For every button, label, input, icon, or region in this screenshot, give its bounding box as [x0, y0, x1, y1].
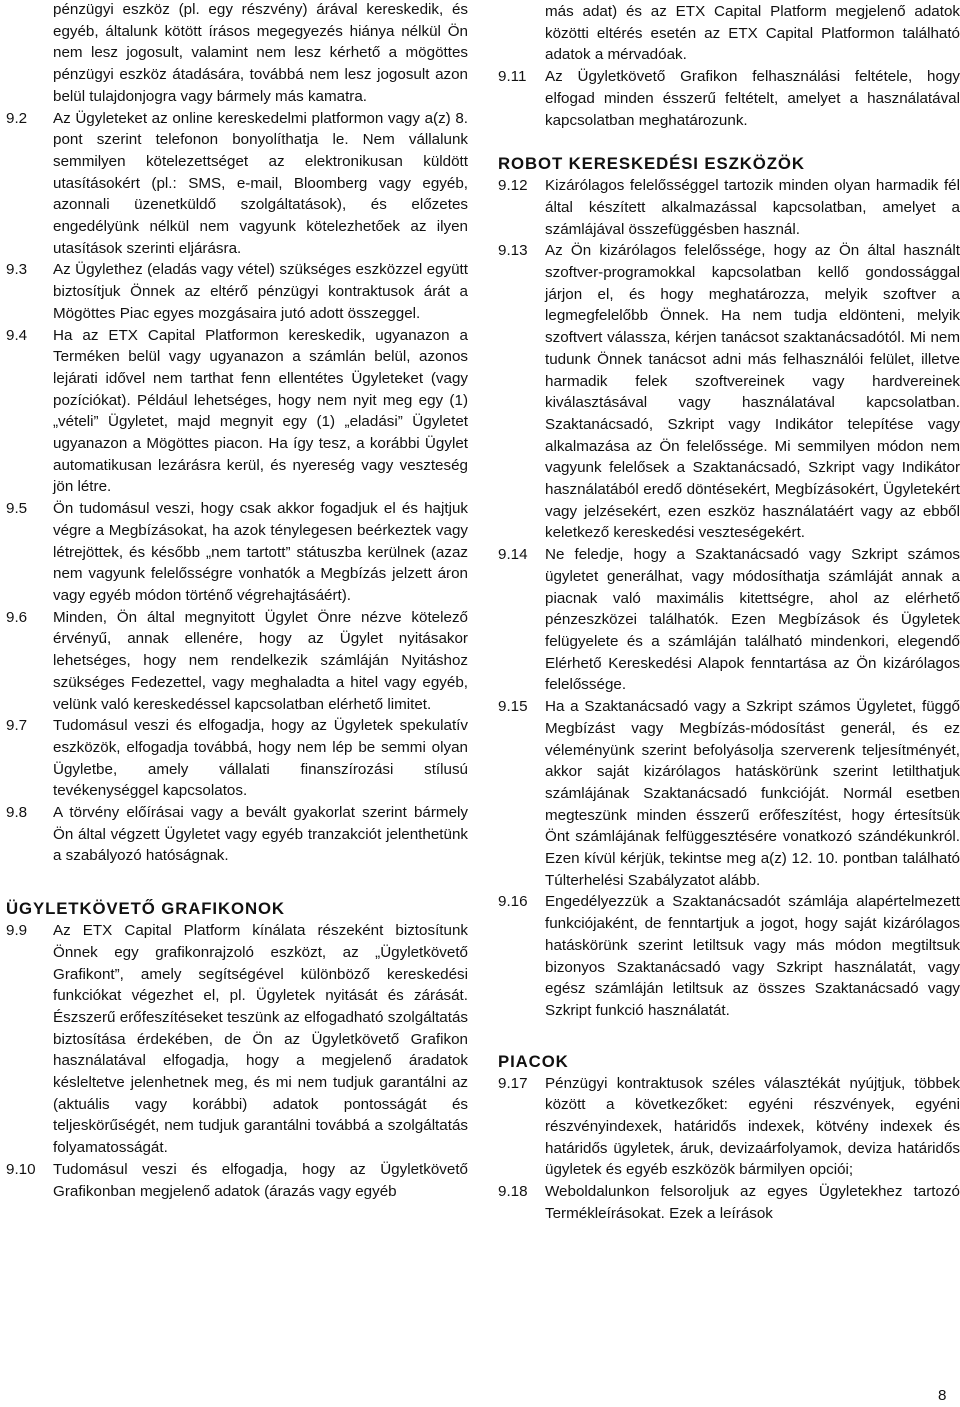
clause-9-9	[6, 920, 468, 1159]
clause-number: 9.13	[498, 242, 528, 260]
clause-text: Az Ügylethez (eladás vagy vétel) szükséges eszközzel együtt biztosítjuk Önnek az eltérő pénzügyi kontraktusok árát a Mögöttes Piac egyes mozgásaira jutó adott összeggel.	[53, 261, 468, 322]
clause-text: Tudomásul veszi és elfogadja, hogy az Ügyletek spekulatív eszközök, elfogadja továbbá, hogy nem lép be semmi olyan Ügyletbe, amely vállalati finanszírozási stílusú tevékenységgel kapcsolatos.	[53, 717, 468, 800]
clause-text: Minden, Ön által megnyitott Ügylet Önre nézve kötelező érvényű, annak ellenére, hogy az Ügylet nyitásakor lehetséges, hogy nem rendelkezik számláján Nyitáshoz szükséges Fedezettel, vagy meghaladta a hitel vagy egyéb, velünk való kereskedéssel kapcsolatban elérhető limitet.	[53, 608, 468, 713]
clause-number: 9.6	[6, 608, 28, 626]
clause-9-8	[6, 802, 468, 867]
clause-9-18	[498, 1181, 960, 1224]
clause-text: Ne feledje, hogy a Szaktanácsadó vagy Szkript számos ügyletet generálhat, vagy módosíthatja számláját annak a piacnak való maximális kitettségre, ahol az elérhető pénzeszközei találhatók. Ezen Megbízások és Ügyletek felügyelete és a számláján található mindenkori, elegendő Elérhető Kereskedési Alapok fenntartása az Ön kizárólagos felelőssége.	[545, 546, 960, 694]
clause-9-2	[6, 108, 468, 260]
clause-text: Engedélyezzük a Szaktanácsadót számlája alapértelmezett funkciójaként, de fenntartjuk a jogot, hogy saját kizárólagos hatáskörünk szerint letiltsuk vagy más módon megtiltsuk bizonyos Szaktanácsadó vagy Szkript használatát, vagy egész számláján letiltsuk az összes Szaktanácsadó vagy Szkript funkció használatát.	[545, 893, 960, 1019]
clause-9-16	[498, 891, 960, 1021]
clause-number: 9.9	[6, 922, 28, 940]
clause-text: Pénzügyi kontraktusok széles választékát nyújtjuk, többek között a következőket: egyéni részvények, egyéni részvényindexek, határidős indexek, kötvény indexek és határidős ügyletek, áruk, devizaárfolyamok, deviza határidős ügyletek és egyéb eszközök bármilyen opciói;	[545, 1074, 960, 1179]
right-continuation-paragraph: más adat) és az ETX Capital Platform megjelenő adatok közötti eltérés esetén az ETX Capital Platformon található adatok a mérvadóak.	[545, 3, 960, 64]
clause-9-10	[6, 1159, 468, 1202]
clause-number: 9.10	[6, 1160, 36, 1178]
clause-number: 9.16	[498, 893, 528, 911]
clause-9-3	[6, 259, 468, 324]
clause-text: Ha az ETX Capital Platformon kereskedik, ugyanazon a Terméken belül vagy ugyanazon a számlán belül, azonos lejárati idővel nem tarthat fenn ellentétes Ügyleteket (vagy pozíciókat). Például lehetséges, hogy nem nyit meg egy (1) „vételi” Ügyletet, majd megnyit egy (1) „eladási” Ügyletet ugyanazon a Mögöttes piacon. Ha így tesz, a korábbi Ügylet automatikusan lezárásra kerül, és nyereség vagy veszteség jön létre.	[53, 326, 468, 496]
clause-text: Az Ügyletkövető Grafikon felhasználási feltétele, hogy elfogad minden ésszerű feltételt, amelyet a használatával kapcsolatban meghatározunk.	[545, 68, 960, 129]
section-heading-trade-charts: ÜGYLETKÖVETŐ GRAFIKONOK	[6, 899, 285, 919]
clause-text: Tudomásul veszi és elfogadja, hogy az Ügyletkövető Grafikonban megjelenő adatok (árazás vagy egyéb	[53, 1160, 468, 1200]
clause-text: Ön tudomásul veszi, hogy csak akkor fogadjuk el és hajtjuk végre a Megbízásokat, ha azok ténylegesen beérkeztek vagy létrejöttek, és később „nem tartott” státuszba kerülnek (azaz nem vagyunk felelősségre vonhatók a Megbízás jelzett áron vagy egyéb módon történő végrehajtásáért).	[53, 500, 468, 604]
page-number: 8	[938, 1387, 947, 1404]
clause-text: Az Ügyleteket az online kereskedelmi platformon vagy a(z) 8. pont szerint telefonon bonyolíthatja le. Nem vállalunk semmilyen kötelezettséget az elektronikusan küldött utasításokért (pl.: SMS, e-mail, Bloomberg vagy egyéb, azonnali üzenetküldő szolgáltatások), és előzetes engedélyünk nélkül nem vagyunk kötelezhetőek az ilyen utasítások szerinti eljárásra.	[53, 109, 468, 257]
clause-text: Ha a Szaktanácsadó vagy a Szkript számos Ügyletet, függő Megbízást vagy Megbízás-módosítást generál, és ez véleményünk szerint befolyásolja szerverenk teljesítményét, akkor saját kizárólagos hatáskörünk szerint letilthatjuk számlájának Szaktanácsadó funkcióját. Normál esetben megteszünk minden ésszerű erőfeszítést, hogy értesítsük Önt számlájának felfüggesztésére vonatkozó szándékunkról. Ezen kívül kérjük, tekintse meg a(z) 12. 10. pontban található Túlterhelési Szabályzatot alább.	[545, 698, 960, 889]
right-column	[498, 1, 960, 1225]
clause-9-13	[498, 240, 960, 544]
clause-9-15	[498, 696, 960, 891]
clause-number: 9.14	[498, 546, 528, 564]
clause-number: 9.3	[6, 261, 28, 279]
clause-9-17	[498, 1073, 960, 1182]
clause-text: Kizárólagos felelősséggel tartozik minden olyan harmadik fél által készített alkalmazással kapcsolatban, amelyet a számlájával összefüggésben használ.	[545, 177, 960, 238]
clause-number: 9.15	[498, 698, 528, 716]
clause-9-7	[6, 715, 468, 802]
clause-number: 9.17	[498, 1074, 528, 1092]
clause-9-14	[498, 544, 960, 696]
clause-text: Az ETX Capital Platform kínálata részeként biztosítunk Önnek egy grafikonrajzoló eszközt, az „Ügyletkövető Grafikont”, amely segítségével különböző kereskedési funkciókat végezhet el, pl. Ügyletek nyitását és zárását. Észszerű erőfeszítéseket teszünk az elfogadható szolgáltatás biztosítása érdekében, de Ön az Ügyletkövető Grafikon használatával elfogadja, hogy a megjelenő áradatok késleltetve jelenhetnek meg, és mi nem tudjuk garantálni az (aktuális vagy korábbi) adatok pontosságát és teljeskörűségét, nem tudjuk garantálni továbbá a szolgáltatás folyamatosságát.	[53, 922, 468, 1157]
clause-9-5	[6, 498, 468, 607]
clause-text: Az Ön kizárólagos felelőssége, hogy az Ön által használt szoftver-programokkal kapcsolatban kellő gondossággal járjon el, és hogy meghatározza, melyik szoftver a legmegfelelőbb Önnek. Ha nem tudja eldönteni, melyik szoftvert válassza, kérjen tanácsot szaktanácsadótól. Mi nem tudunk Önnek tanácsot adni más felhasználói felület, illetve harmadik felek szoftvereinek vagy hardvereinek kiválasztásával vagy használatával kapcsolatban. Szaktanácsadó, Szkript vagy Indikátor telepítése vagy alkalmazása az Ön felelőssége. Mi semmilyen módon nem vagyunk felelősek a Szaktanácsadó, Szkript vagy Indikátor használatából eredő döntésekért, Megbízásokért, Ügyletekért vagy jelzésekért, ezen eszköz használatáért vagy az ebből keletkező kereskedési veszteségekért.	[545, 242, 960, 542]
clause-number: 9.18	[498, 1183, 528, 1201]
left-column	[6, 0, 468, 1202]
clause-9-11	[498, 66, 960, 131]
clause-number: 9.2	[6, 109, 28, 127]
clause-9-12	[498, 175, 960, 240]
clause-number: 9.5	[6, 500, 28, 518]
clause-number: 9.4	[6, 326, 28, 344]
clause-number: 9.8	[6, 804, 28, 822]
left-continuation-paragraph: pénzügyi eszköz (pl. egy részvény) árával kereskedik, és egyéb, általunk kötött írásos megegyezés hiánya nélkül Ön nem lesz jogosult, valamint nem lesz kérhető a mögöttes pénzügyi eszköz átadására, továbbá nem lesz jogosult azon belül tulajdonjogra vagy bármely más kamatra.	[53, 1, 468, 105]
clause-number: 9.12	[498, 177, 528, 195]
clause-number: 9.11	[498, 68, 527, 86]
section-heading-markets: PIACOK	[498, 1051, 569, 1071]
clause-number: 9.7	[6, 717, 28, 735]
clause-9-4	[6, 325, 468, 499]
clause-9-6	[6, 607, 468, 716]
clause-text: Weboldalunkon felsoroljuk az egyes Ügyletekhez tartozó Termékleírásokat. Ezek a leírások	[545, 1183, 960, 1222]
section-heading-robot-tools: ROBOT KERESKEDÉSI ESZKÖZÖK	[498, 154, 805, 174]
clause-text: A törvény előírásai vagy a bevált gyakorlat szerint bármely Ön által végzett Ügyletet vagy egyéb tranzakciót jelenthetünk a szabályozó hatóságnak.	[53, 804, 468, 865]
